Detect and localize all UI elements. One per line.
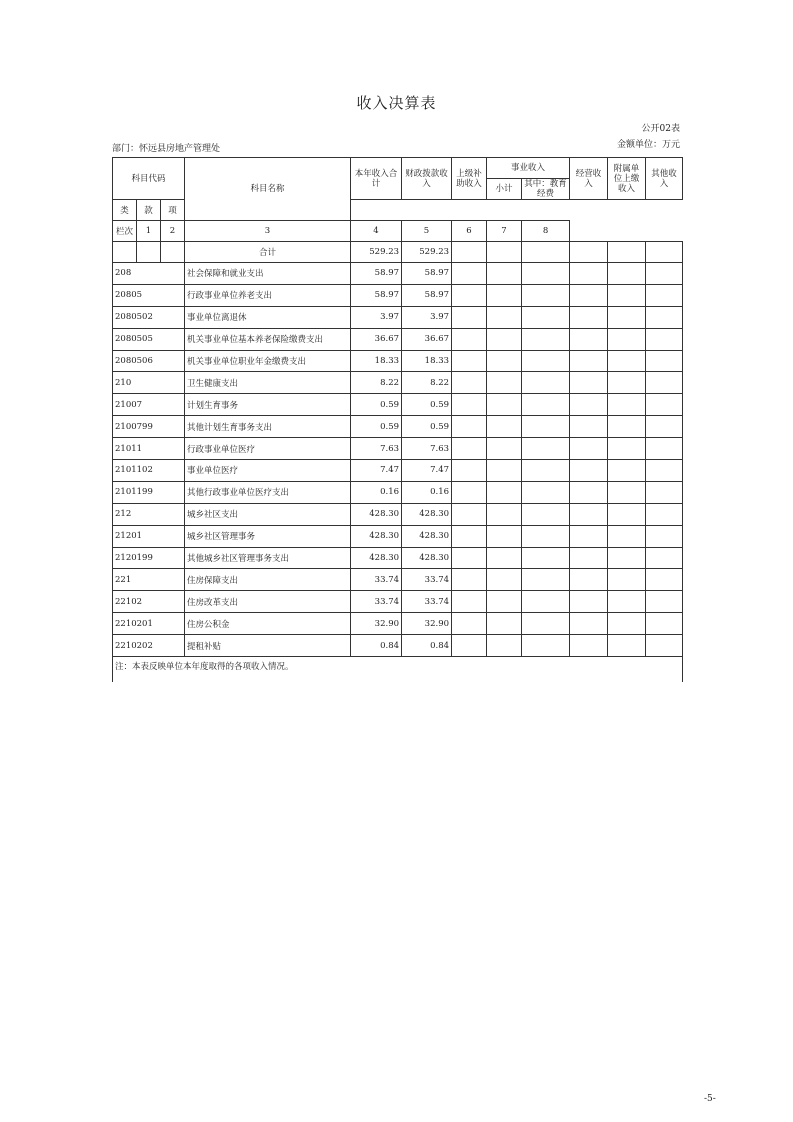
total-label: 合计 [185, 242, 351, 263]
table-row [113, 613, 683, 635]
total-income-value: 33.74 [351, 591, 402, 613]
empty-cell [608, 613, 646, 635]
empty-cell [570, 438, 608, 460]
empty-cell [570, 635, 608, 657]
empty-cell [487, 591, 522, 613]
empty-cell [570, 394, 608, 416]
empty-cell [608, 460, 646, 482]
empty-cell [570, 328, 608, 350]
empty-cell [487, 525, 522, 547]
amount-unit-label: 金额单位：万元 [616, 140, 680, 150]
header-other-income: 其他收入 [646, 158, 683, 200]
subject-code: 2080506 [113, 350, 185, 372]
subject-code: 2210201 [113, 613, 185, 635]
empty-cell [522, 372, 570, 394]
empty-cell [608, 284, 646, 306]
empty-cell [646, 481, 683, 503]
empty-cell [452, 591, 487, 613]
fiscal-value: 7.47 [402, 460, 452, 482]
total-income-value: 0.59 [351, 394, 402, 416]
empty-cell [452, 328, 487, 350]
empty-cell [608, 350, 646, 372]
table-row [113, 438, 683, 460]
fiscal-value: 18.33 [402, 350, 452, 372]
subject-code: 2120199 [113, 547, 185, 569]
fiscal-value: 33.74 [402, 591, 452, 613]
fiscal-value: 58.97 [402, 263, 452, 285]
empty-cell [608, 394, 646, 416]
empty-cell [608, 547, 646, 569]
total-income-value: 32.90 [351, 613, 402, 635]
empty-cell [487, 460, 522, 482]
empty-cell [646, 328, 683, 350]
column-number: 2 [161, 221, 185, 242]
table-row [113, 372, 683, 394]
empty-cell [452, 242, 487, 263]
subject-name: 住房改革支出 [185, 591, 351, 613]
empty-cell [522, 284, 570, 306]
cell-lei [113, 242, 137, 263]
empty-cell [646, 394, 683, 416]
fiscal-value: 7.63 [402, 438, 452, 460]
empty-cell [522, 635, 570, 657]
subject-code: 2100799 [113, 416, 185, 438]
table-row [113, 569, 683, 591]
empty-cell [522, 242, 570, 263]
total-income-value: 0.84 [351, 635, 402, 657]
subject-name: 计划生育事务 [185, 394, 351, 416]
header-business-income: 事业收入 [487, 158, 570, 179]
empty-cell [487, 613, 522, 635]
empty-cell [452, 284, 487, 306]
column-number: 8 [522, 221, 570, 242]
subject-code: 21201 [113, 525, 185, 547]
empty-cell [487, 284, 522, 306]
empty-cell [522, 613, 570, 635]
fiscal-value: 33.74 [402, 569, 452, 591]
empty-cell [522, 591, 570, 613]
header-subject-code: 科目代码 [113, 158, 185, 200]
table-row [113, 328, 683, 350]
empty-cell [452, 481, 487, 503]
empty-cell [487, 372, 522, 394]
note-row [113, 657, 683, 683]
total-income-value: 7.63 [351, 438, 402, 460]
fiscal-value: 32.90 [402, 613, 452, 635]
table-row [113, 460, 683, 482]
empty-cell [487, 547, 522, 569]
header-lei: 类 [113, 200, 137, 221]
header-superior-subsidy: 上级补助收入 [452, 158, 487, 200]
total-income-value: 18.33 [351, 350, 402, 372]
header-operating-income: 经营收入 [570, 158, 608, 200]
subject-name: 住房公积金 [185, 613, 351, 635]
empty-cell [570, 569, 608, 591]
empty-cell [570, 350, 608, 372]
total-income-value: 58.97 [351, 263, 402, 285]
column-number: 4 [351, 221, 402, 242]
column-number: 7 [487, 221, 522, 242]
fiscal-value: 0.84 [402, 635, 452, 657]
table-row [113, 481, 683, 503]
empty-cell [522, 460, 570, 482]
empty-cell [608, 635, 646, 657]
total-fiscal-value: 529.23 [402, 242, 452, 263]
column-number: 1 [137, 221, 161, 242]
total-income-value: 529.23 [351, 242, 402, 263]
total-income-value: 3.97 [351, 306, 402, 328]
empty-cell [608, 416, 646, 438]
header-fiscal-appropriation: 财政拨款收入 [402, 158, 452, 200]
empty-cell [570, 306, 608, 328]
header-affiliated-income: 附属单位上缴收入 [608, 158, 646, 200]
header-subtotal: 小计 [487, 179, 522, 200]
subject-code: 2101199 [113, 481, 185, 503]
fiscal-value: 0.59 [402, 394, 452, 416]
column-index-label: 栏次 [113, 221, 137, 242]
subject-name: 事业单位医疗 [185, 460, 351, 482]
table-row [113, 503, 683, 525]
table-row [113, 394, 683, 416]
fiscal-value: 428.30 [402, 525, 452, 547]
empty-cell [452, 547, 487, 569]
empty-cell [522, 328, 570, 350]
subject-name: 机关事业单位基本养老保险缴费支出 [185, 328, 351, 350]
empty-cell [487, 635, 522, 657]
empty-cell [646, 242, 683, 263]
empty-cell [452, 613, 487, 635]
empty-cell [522, 525, 570, 547]
empty-cell [608, 569, 646, 591]
table-row [113, 416, 683, 438]
document-code: 公开02表 [641, 124, 680, 134]
empty-cell [487, 263, 522, 285]
empty-cell [452, 525, 487, 547]
subject-name: 行政事业单位养老支出 [185, 284, 351, 306]
empty-cell [608, 242, 646, 263]
page-number: -5- [704, 1094, 716, 1104]
column-number: 3 [185, 221, 351, 242]
empty-cell [570, 284, 608, 306]
empty-cell [646, 591, 683, 613]
empty-cell [608, 438, 646, 460]
table-row [113, 635, 683, 657]
empty-cell [646, 525, 683, 547]
empty-cell [608, 591, 646, 613]
empty-cell [452, 569, 487, 591]
empty-cell [570, 242, 608, 263]
empty-cell [608, 503, 646, 525]
empty-cell [487, 438, 522, 460]
table-note: 注：本表反映单位本年度取得的各项收入情况。 [113, 657, 683, 683]
total-income-value: 0.16 [351, 481, 402, 503]
subject-code: 21011 [113, 438, 185, 460]
empty-cell [452, 635, 487, 657]
empty-cell [522, 569, 570, 591]
subject-code: 2080505 [113, 328, 185, 350]
total-income-value: 7.47 [351, 460, 402, 482]
empty-cell [646, 372, 683, 394]
empty-cell [570, 460, 608, 482]
subject-name: 住房保障支出 [185, 569, 351, 591]
fiscal-value: 428.30 [402, 503, 452, 525]
fiscal-value: 0.16 [402, 481, 452, 503]
table-row [113, 591, 683, 613]
empty-cell [570, 263, 608, 285]
subject-name: 行政事业单位医疗 [185, 438, 351, 460]
fiscal-value: 8.22 [402, 372, 452, 394]
total-income-value: 8.22 [351, 372, 402, 394]
empty-cell [452, 460, 487, 482]
subject-name: 其他计划生育事务支出 [185, 416, 351, 438]
empty-cell [522, 481, 570, 503]
empty-cell [646, 350, 683, 372]
fiscal-value: 3.97 [402, 306, 452, 328]
subject-name: 事业单位离退休 [185, 306, 351, 328]
table-row [113, 284, 683, 306]
subject-code: 208 [113, 263, 185, 285]
empty-cell [522, 416, 570, 438]
empty-cell [487, 350, 522, 372]
empty-cell [452, 372, 487, 394]
empty-cell [646, 460, 683, 482]
cell-kuan [137, 242, 161, 263]
empty-cell [646, 306, 683, 328]
subject-code: 22102 [113, 591, 185, 613]
fiscal-value: 0.59 [402, 416, 452, 438]
empty-cell [522, 438, 570, 460]
empty-cell [487, 503, 522, 525]
empty-cell [570, 613, 608, 635]
subject-code: 210 [113, 372, 185, 394]
department-label: 部门：怀远县房地产管理处 [112, 144, 221, 154]
empty-cell [487, 306, 522, 328]
empty-cell [487, 328, 522, 350]
header-total-income: 本年收入合计 [351, 158, 402, 200]
subject-code: 2101102 [113, 460, 185, 482]
column-number: 5 [402, 221, 452, 242]
table-row [113, 525, 683, 547]
header-education-fund: 其中：教育经费 [522, 179, 570, 200]
empty-cell [608, 328, 646, 350]
empty-cell [570, 416, 608, 438]
total-income-value: 0.59 [351, 416, 402, 438]
fiscal-value: 428.30 [402, 547, 452, 569]
subject-code: 212 [113, 503, 185, 525]
total-income-value: 428.30 [351, 547, 402, 569]
empty-cell [646, 635, 683, 657]
empty-cell [646, 416, 683, 438]
empty-cell [608, 306, 646, 328]
empty-cell [570, 547, 608, 569]
empty-cell [608, 263, 646, 285]
subject-code: 2210202 [113, 635, 185, 657]
empty-cell [522, 547, 570, 569]
empty-cell [452, 503, 487, 525]
empty-cell [646, 284, 683, 306]
fiscal-value: 36.67 [402, 328, 452, 350]
empty-cell [522, 503, 570, 525]
empty-cell [487, 416, 522, 438]
empty-cell [487, 242, 522, 263]
table-row [113, 306, 683, 328]
empty-cell [646, 503, 683, 525]
column-number: 6 [452, 221, 487, 242]
empty-cell [608, 372, 646, 394]
subject-name: 城乡社区管理事务 [185, 525, 351, 547]
empty-cell [646, 547, 683, 569]
cell-xiang [161, 242, 185, 263]
empty-cell [452, 416, 487, 438]
income-statement-table [112, 157, 683, 682]
fiscal-value: 58.97 [402, 284, 452, 306]
empty-cell [570, 372, 608, 394]
empty-cell [487, 569, 522, 591]
subject-name: 机关事业单位职业年金缴费支出 [185, 350, 351, 372]
empty-cell [522, 306, 570, 328]
empty-cell [646, 613, 683, 635]
subject-name: 其他行政事业单位医疗支出 [185, 481, 351, 503]
total-income-value: 428.30 [351, 525, 402, 547]
empty-cell [570, 591, 608, 613]
empty-cell [487, 394, 522, 416]
subject-name: 其他城乡社区管理事务支出 [185, 547, 351, 569]
total-income-value: 58.97 [351, 284, 402, 306]
header-xiang: 项 [161, 200, 185, 221]
page-title: 收入决算表 [356, 94, 437, 112]
empty-cell [487, 481, 522, 503]
empty-cell [452, 438, 487, 460]
table-row [113, 547, 683, 569]
empty-cell [570, 503, 608, 525]
subject-name: 社会保障和就业支出 [185, 263, 351, 285]
subject-name: 提租补贴 [185, 635, 351, 657]
empty-cell [570, 525, 608, 547]
empty-cell [452, 350, 487, 372]
subject-code: 20805 [113, 284, 185, 306]
subject-code: 2080502 [113, 306, 185, 328]
table-row [113, 350, 683, 372]
table-row [113, 263, 683, 285]
empty-cell [452, 263, 487, 285]
empty-cell [608, 481, 646, 503]
total-income-value: 428.30 [351, 503, 402, 525]
empty-cell [522, 263, 570, 285]
empty-cell [608, 525, 646, 547]
total-income-value: 33.74 [351, 569, 402, 591]
empty-cell [646, 438, 683, 460]
header-subject-name: 科目名称 [185, 158, 351, 221]
total-income-value: 36.67 [351, 328, 402, 350]
empty-cell [570, 481, 608, 503]
subject-name: 城乡社区支出 [185, 503, 351, 525]
empty-cell [522, 394, 570, 416]
empty-cell [646, 569, 683, 591]
empty-cell [522, 350, 570, 372]
subject-name: 卫生健康支出 [185, 372, 351, 394]
empty-cell [646, 263, 683, 285]
empty-cell [452, 306, 487, 328]
subject-code: 21007 [113, 394, 185, 416]
total-row [113, 242, 683, 263]
subject-code: 221 [113, 569, 185, 591]
header-kuan: 款 [137, 200, 161, 221]
empty-cell [452, 394, 487, 416]
